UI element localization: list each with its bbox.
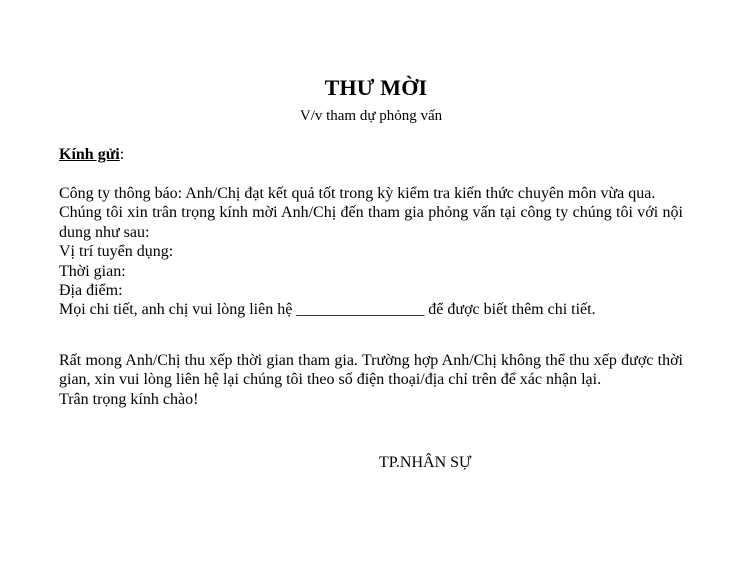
field-position: Vị trí tuyển dụng: xyxy=(59,243,174,261)
letter-body-main xyxy=(59,184,683,320)
field-time: Thời gian: xyxy=(59,262,126,280)
letter-subtitle: V/v tham dự phỏng vấn xyxy=(299,108,443,124)
signature-title: TP.NHÂN SỰ xyxy=(379,454,472,471)
paragraph-announcement: Công ty thông báo: Anh/Chị đạt kết quả tốt trong kỳ kiểm tra kiến thức chuyên môn vừa qua. xyxy=(59,185,656,202)
letter-body-closing xyxy=(59,351,683,409)
field-location: Địa điểm: xyxy=(59,282,123,300)
paragraph-regards: Trân trọng kính chào! xyxy=(59,390,199,408)
paragraph-invitation: Chúng tôi xin trân trọng kính mời Anh/Chị đến tham gia phỏng vấn tại công ty chúng tôi với nội dung như sau: xyxy=(59,204,683,241)
paragraph-contact: Mọi chi tiết, anh chị vui lòng liên hệ ________________ để được biết thêm chi tiết. xyxy=(59,301,596,319)
salutation xyxy=(59,145,124,165)
salutation-colon: : xyxy=(119,146,125,163)
paragraph-request: Rất mong Anh/Chị thu xếp thời gian tham gia. Trường hợp Anh/Chị không thể thu xếp được thời gian, xin vui lòng liên hệ lại chúng tôi theo số điện thoại/địa chỉ trên để xác nhận lại. xyxy=(59,352,683,389)
letter-title: THƯ MỜI xyxy=(324,75,428,100)
salutation-label: Kính gửi xyxy=(59,146,120,163)
